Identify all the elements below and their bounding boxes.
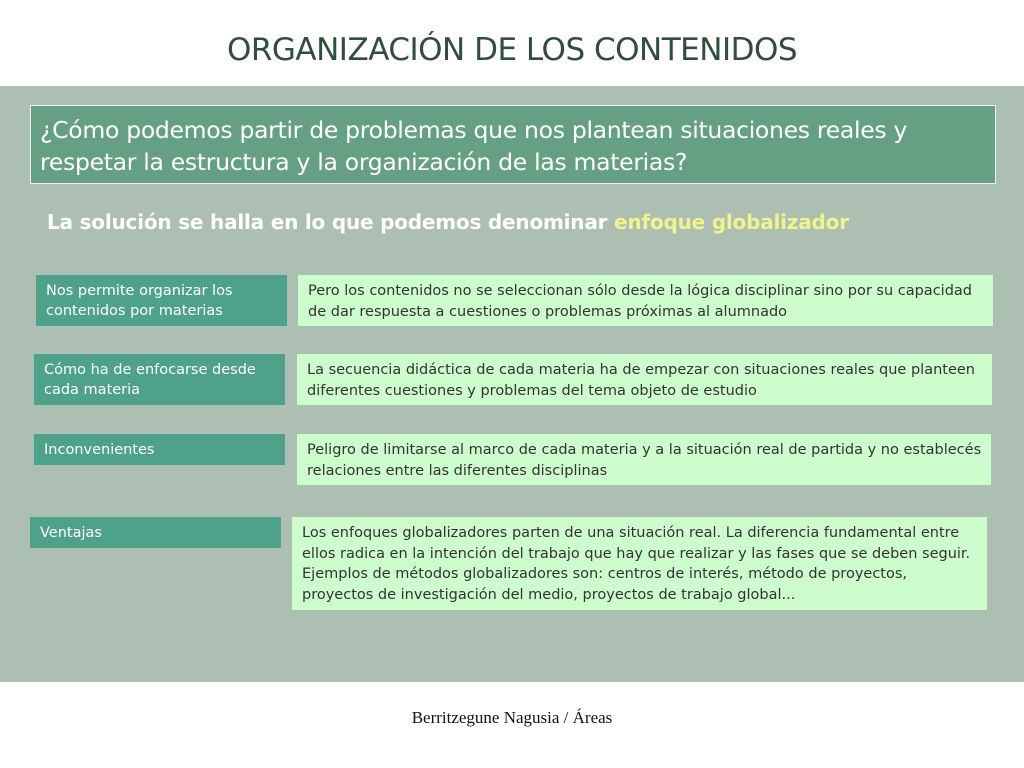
slide-title: ORGANIZACIÓN DE LOS CONTENIDOS: [226, 32, 798, 68]
solution-text: La solución se halla en lo que podemos denominar: [47, 210, 615, 234]
question-box: ¿Cómo podemos partir de problemas que nos plantean situaciones reales y respetar la estructura y la organización de las materias?: [30, 105, 996, 184]
row-label-enfocarse: Cómo ha de enfocarse desde cada materia: [34, 354, 285, 405]
row-label-organizar: Nos permite organizar los contenidos por materias: [36, 275, 287, 326]
row-description-organizar: Pero los contenidos no se seleccionan sólo desde la lógica disciplinar sino por su capacidad de dar respuesta a cuestiones o problemas próximas al alumnado: [298, 275, 993, 326]
row-description-ventajas: Los enfoques globalizadores parten de una situación real. La diferencia fundamental entre ellos radica en la intención del trabajo que hay que realizar y las fases que se deben seguir. Ejemplos de métodos globalizadores son: centros de interés, método de proyectos, proyectos de investigación del medio, proyectos de trabajo global...: [292, 517, 987, 610]
row-description-enfocarse: La secuencia didáctica de cada materia ha de empezar con situaciones reales que planteen diferentes cuestiones y problemas del tema objeto de estudio: [297, 354, 992, 405]
slide-footer: Berritzegune Nagusia / Áreas: [411, 708, 613, 727]
row-label-ventajas: Ventajas: [30, 517, 281, 548]
row-description-inconvenientes: Peligro de limitarse al marco de cada materia y a la situación real de partida y no establecés relaciones entre las diferentes disciplinas: [297, 434, 991, 485]
solution-statement: [47, 206, 849, 238]
row-label-inconvenientes: Inconvenientes: [34, 434, 285, 465]
solution-highlight: enfoque globalizador: [614, 210, 849, 234]
